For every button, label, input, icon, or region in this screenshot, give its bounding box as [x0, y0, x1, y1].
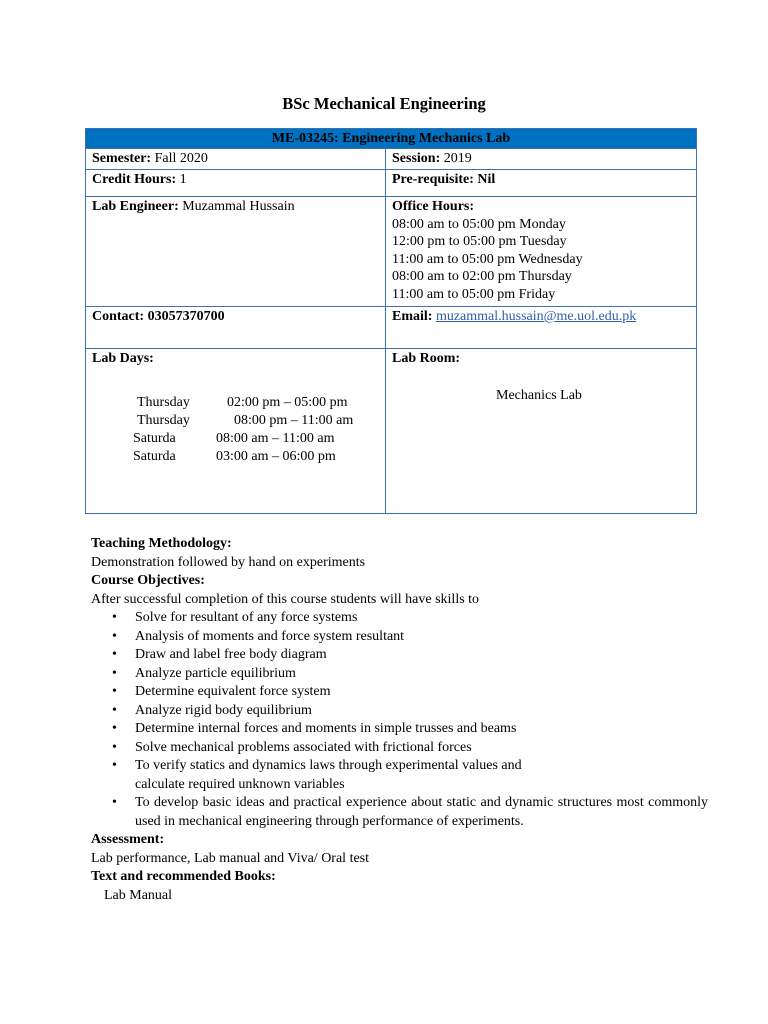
teaching-text: Demonstration followed by hand on experiments	[91, 554, 366, 570]
credit-hours-value: 1	[176, 172, 187, 187]
objective-item	[91, 757, 708, 794]
lab-day-row	[92, 394, 379, 412]
lab-day-name: Thursday	[137, 394, 190, 410]
assessment-text: Lab performance, Lab manual and Viva/ Oral test	[91, 850, 370, 866]
bullet-icon: •	[112, 647, 117, 662]
session-label: Session:	[392, 151, 441, 166]
lab-day-name: Saturda	[133, 430, 176, 446]
objective-text: Determine equivalent force system	[135, 684, 331, 699]
lab-days-cell	[86, 349, 386, 514]
bullet-icon: •	[112, 610, 117, 625]
document-title: BSc Mechanical Engineering	[282, 94, 486, 113]
objective-text: Draw and label free body diagram	[135, 647, 327, 662]
objective-text: Determine internal forces and moments in simple trusses and beams	[135, 721, 517, 736]
office-hours-row: 11:00 am to 05:00 pm Friday	[392, 286, 556, 302]
course-description	[91, 535, 708, 905]
lab-room-label: Lab Room:	[392, 351, 461, 366]
books-heading: Text and recommended Books:	[91, 869, 276, 884]
lab-engineer-value: Muzammal Hussain	[178, 199, 295, 214]
office-hours-row: 08:00 am to 02:00 pm Thursday	[392, 269, 572, 284]
office-hours-cell	[386, 197, 697, 307]
objectives-intro: After successful completion of this course students will have skills to	[91, 591, 480, 607]
objective-text: Analysis of moments and force system resultant	[135, 628, 405, 644]
lab-room-cell	[386, 349, 697, 514]
lab-days-list	[92, 394, 379, 466]
office-hours-row: 08:00 am to 05:00 pm Monday	[392, 216, 566, 232]
bullet-icon: •	[112, 758, 117, 773]
lab-day-time: 08:00 am – 11:00 am	[216, 430, 335, 446]
semester-label: Semester:	[92, 151, 152, 166]
bullet-icon: •	[112, 702, 117, 718]
office-hours-row: 11:00 am to 05:00 pm Wednesday	[392, 251, 583, 267]
lab-engineer-cell	[86, 197, 386, 307]
objectives-heading: Course Objectives:	[91, 573, 205, 588]
course-info-table	[85, 128, 697, 514]
contact-cell	[86, 307, 386, 349]
credit-hours-label: Credit Hours:	[92, 172, 177, 187]
objective-item	[91, 609, 708, 628]
lab-day-time: 02:00 pm – 05:00 pm	[227, 394, 348, 410]
objective-item	[91, 794, 708, 831]
office-hours-label: Office Hours:	[392, 199, 475, 214]
session-cell	[386, 149, 697, 170]
lab-day-row	[92, 430, 379, 448]
lab-day-row	[92, 412, 379, 430]
prerequisite-cell	[386, 170, 697, 197]
bullet-icon: •	[112, 795, 117, 810]
bullet-icon: •	[112, 739, 117, 755]
contact-label: Contact: 03057370700	[92, 309, 225, 324]
objective-item	[91, 702, 708, 721]
lab-day-time: 08:00 pm – 11:00 am	[234, 412, 354, 428]
objective-text: To develop basic ideas and practical experience about static and dynamic structures most commonly used in mechanical engineering through performance of experiments.	[135, 795, 708, 829]
credit-hours-cell	[86, 170, 386, 197]
objective-item	[91, 665, 708, 684]
lab-day-time: 03:00 am – 06:00 pm	[216, 448, 336, 464]
objective-text: Analyze rigid body equilibrium	[135, 702, 312, 718]
bullet-icon: •	[112, 665, 117, 681]
lab-day-name: Thursday	[137, 412, 190, 428]
objective-item	[91, 683, 708, 702]
semester-value: Fall 2020	[151, 151, 208, 166]
assessment-heading: Assessment:	[91, 832, 165, 847]
objective-item	[91, 628, 708, 647]
bullet-icon: •	[112, 721, 117, 736]
email-link[interactable]: muzammal.hussain@me.uol.edu.pk	[435, 309, 637, 324]
lab-engineer-label: Lab Engineer:	[92, 199, 179, 214]
email-label: Email:	[392, 309, 433, 324]
objective-text: Solve for resultant of any force systems	[135, 610, 358, 625]
bullet-icon: •	[112, 628, 117, 644]
objective-text: Solve mechanical problems associated with frictional forces	[135, 739, 472, 755]
lab-days-label: Lab Days:	[92, 351, 154, 366]
office-hours-row: 12:00 pm to 05:00 pm Tuesday	[392, 234, 567, 249]
session-value: 2019	[440, 151, 472, 166]
prerequisite-label: Pre-requisite: Nil	[392, 172, 496, 187]
objectives-list	[91, 609, 708, 831]
course-header: ME-03245: Engineering Mechanics Lab	[86, 129, 697, 149]
objective-text-continued: calculate required unknown variables	[135, 776, 345, 792]
books-text: Lab Manual	[104, 887, 173, 903]
objective-item	[91, 720, 708, 739]
lab-day-row	[92, 448, 379, 466]
objective-item	[91, 739, 708, 758]
objective-text: To verify statics and dynamics laws through experimental values and	[135, 758, 522, 773]
email-cell	[386, 307, 697, 349]
objective-text: Analyze particle equilibrium	[135, 665, 296, 681]
semester-cell	[86, 149, 386, 170]
teaching-heading: Teaching Methodology:	[91, 536, 232, 551]
objective-item	[91, 646, 708, 665]
bullet-icon: •	[112, 684, 117, 699]
lab-room-value: Mechanics Lab	[496, 387, 582, 403]
lab-day-name: Saturda	[133, 448, 176, 464]
